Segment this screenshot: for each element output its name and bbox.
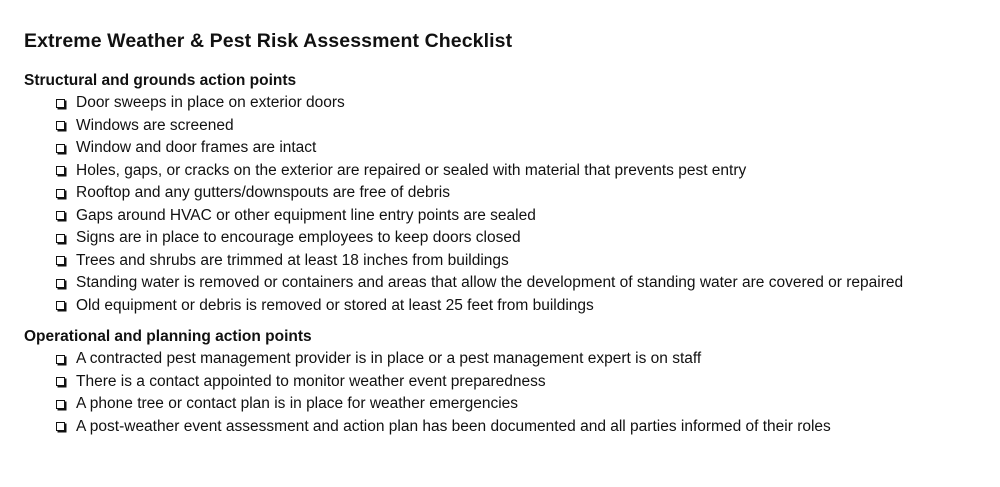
- checklist-item: [56, 182, 990, 205]
- operational-checklist: [24, 348, 990, 438]
- checklist-item: [56, 272, 990, 295]
- checkbox-icon[interactable]: [56, 189, 65, 198]
- checklist-item: [56, 416, 990, 439]
- checkbox-icon[interactable]: [56, 256, 65, 265]
- checklist-item: [56, 205, 990, 228]
- checkbox-icon[interactable]: [56, 400, 65, 409]
- checklist-item-label: There is a contact appointed to monitor weather event preparedness: [76, 372, 546, 390]
- checkbox-icon[interactable]: [56, 166, 65, 175]
- checklist-item-label: A phone tree or contact plan is in place for weather emergencies: [76, 395, 519, 412]
- checklist-item-label: Rooftop and any gutters/downspouts are free of debris: [76, 184, 450, 201]
- checklist-item: [56, 295, 990, 318]
- checklist-item: [56, 371, 990, 394]
- checklist-item-label: Signs are in place to encourage employees to keep doors closed: [76, 229, 521, 246]
- checkbox-icon[interactable]: [56, 377, 65, 386]
- checklist-item: [56, 348, 990, 371]
- checkbox-icon[interactable]: [56, 301, 65, 310]
- checklist-item: [56, 160, 990, 183]
- checklist-item-label: Trees and shrubs are trimmed at least 18 inches from buildings: [76, 251, 509, 269]
- structural-checklist: [24, 92, 990, 317]
- section-spacer: [24, 317, 990, 327]
- section-heading-operational: Operational and planning action points: [24, 328, 312, 345]
- page-title: Extreme Weather & Pest Risk Assessment Checklist: [24, 30, 513, 52]
- checklist-document: [24, 28, 990, 438]
- checklist-item: [56, 227, 990, 250]
- checklist-item: [56, 250, 990, 273]
- checklist-item: [56, 115, 990, 138]
- checklist-item: [56, 137, 990, 160]
- checkbox-icon[interactable]: [56, 121, 65, 130]
- section-heading-structural: Structural and grounds action points: [24, 72, 297, 89]
- checklist-item: [56, 92, 990, 115]
- checkbox-icon[interactable]: [56, 422, 65, 431]
- section-structural: [24, 71, 990, 317]
- checklist-item-label: Windows are screened: [76, 116, 234, 134]
- checkbox-icon[interactable]: [56, 99, 65, 108]
- checklist-item-label: Door sweeps in place on exterior doors: [76, 94, 345, 111]
- checklist-item-label: Holes, gaps, or cracks on the exterior are repaired or sealed with material that prevents pest entry: [76, 161, 747, 179]
- checklist-item: [56, 393, 990, 416]
- checkbox-icon[interactable]: [56, 234, 65, 243]
- section-operational: [24, 327, 990, 438]
- checklist-item-label: Old equipment or debris is removed or stored at least 25 feet from buildings: [76, 296, 594, 314]
- checklist-item-label: Gaps around HVAC or other equipment line entry points are sealed: [76, 206, 536, 224]
- checkbox-icon[interactable]: [56, 355, 65, 364]
- checkbox-icon[interactable]: [56, 144, 65, 153]
- checklist-item-label: Window and door frames are intact: [76, 139, 317, 156]
- checklist-item-label: Standing water is removed or containers and areas that allow the development of standing water are covered or repaired: [76, 274, 904, 291]
- checklist-item-label: A contracted pest management provider is in place or a pest management expert is on staff: [76, 350, 702, 367]
- checkbox-icon[interactable]: [56, 211, 65, 220]
- checkbox-icon[interactable]: [56, 279, 65, 288]
- checklist-item-label: A post-weather event assessment and action plan has been documented and all parties informed of their roles: [76, 417, 831, 435]
